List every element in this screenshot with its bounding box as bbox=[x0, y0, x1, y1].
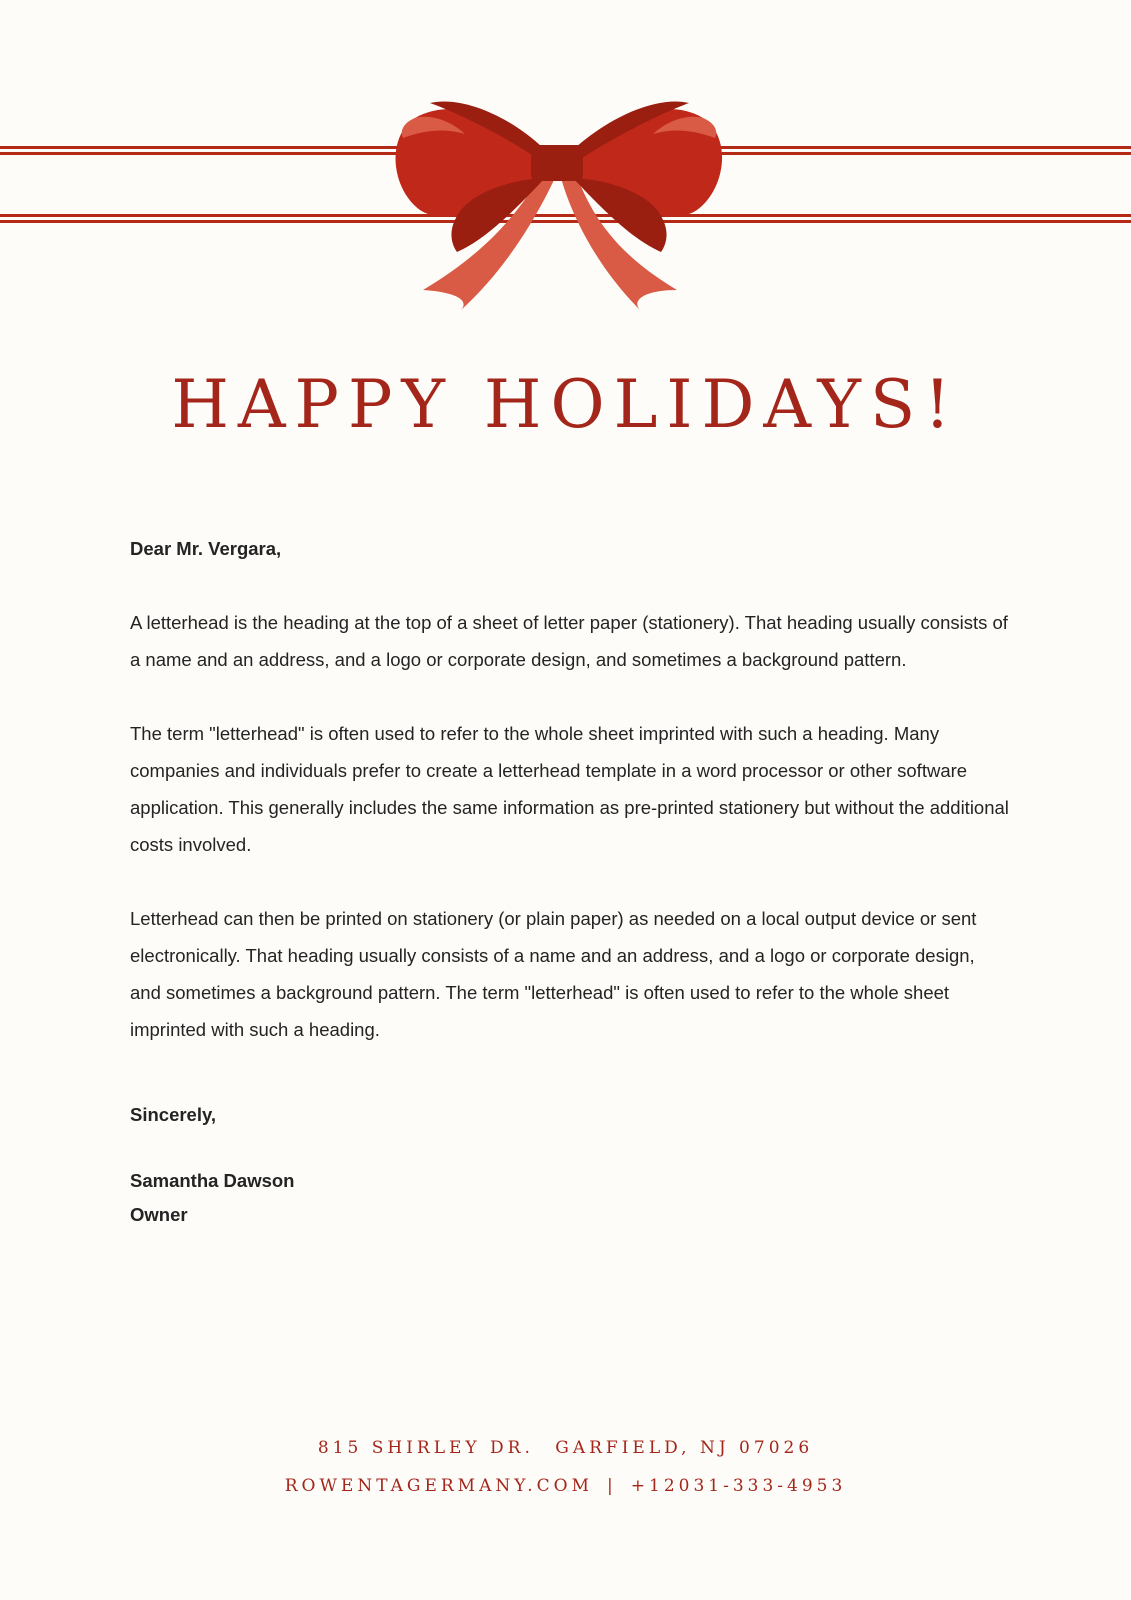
red-bow-icon bbox=[395, 100, 735, 320]
signer-title: Owner bbox=[130, 1204, 188, 1225]
paragraph-2: The term "letterhead" is often used to refer to the whole sheet imprinted with such a heading. Many companies and individuals prefer to create a letterhead template in a word processor or other software application. This generally includes the same information as pre-printed stationery but without the additional costs involved. bbox=[130, 723, 1009, 855]
closing: Sincerely, bbox=[130, 1104, 217, 1125]
salutation: Dear Mr. Vergara, bbox=[130, 538, 282, 559]
paragraph-3: Letterhead can then be printed on stationery (or plain paper) as needed on a local output device or sent electronically. That heading usually consists of a name and an address, and a logo or corporate design, and sometimes a background pattern. The term "letterhead" is often used to refer to the whole sheet imprinted with such a heading. bbox=[130, 908, 977, 1040]
footer-address bbox=[0, 1438, 1131, 1458]
signer-name: Samantha Dawson bbox=[130, 1170, 295, 1191]
footer-website[interactable]: ROWENTAGERMANY.COM bbox=[284, 1476, 594, 1496]
footer-phone[interactable]: +12031-333-4953 bbox=[630, 1476, 847, 1496]
footer-street: 815 SHIRLEY DR. bbox=[317, 1438, 534, 1458]
bow-knot bbox=[531, 145, 583, 181]
paragraph-1: A letterhead is the heading at the top of a sheet of letter paper (stationery). That heading usually consists of a name and an address, and a logo or corporate design, and sometimes a background pattern. bbox=[130, 612, 1008, 670]
letter-body bbox=[130, 536, 1010, 1228]
footer-city: GARFIELD, NJ 07026 bbox=[555, 1438, 814, 1458]
footer-separator: | bbox=[607, 1476, 617, 1496]
page-title: HAPPY HOLIDAYS! bbox=[171, 366, 960, 443]
footer-contact bbox=[0, 1476, 1131, 1496]
